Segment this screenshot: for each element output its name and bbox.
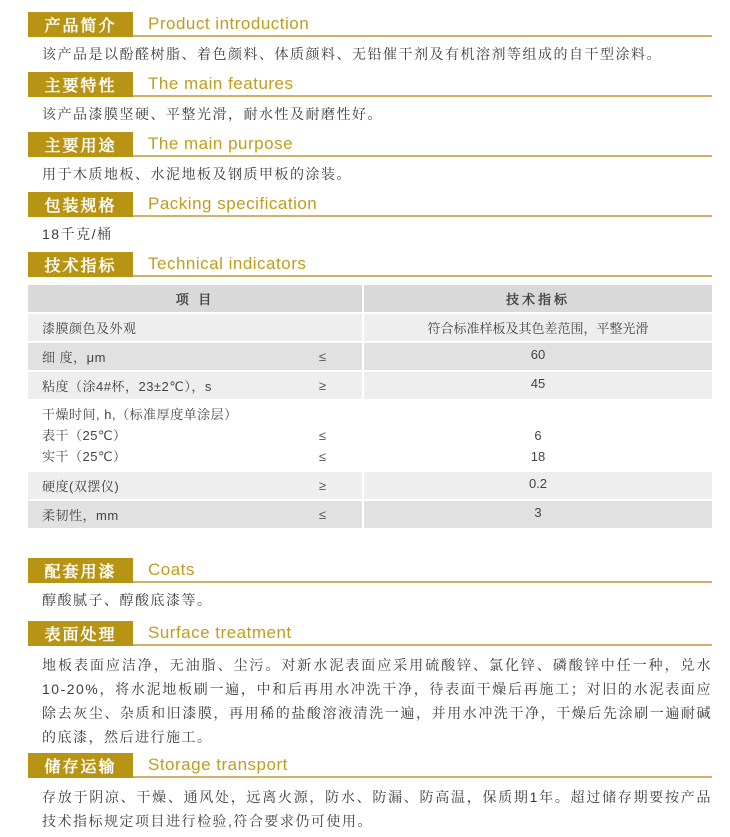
group-label: 干燥时间, h,（标准厚度单涂层） — [42, 407, 238, 422]
section-underline — [133, 252, 712, 277]
section-body: 用于木质地板、水泥地板及钢质甲板的涂装。 — [42, 166, 352, 182]
row-label: 漆膜颜色及外观 — [42, 321, 137, 336]
row-label: 粘度（涂4#杯，23±2℃），s — [42, 379, 212, 394]
technical-indicators-table — [28, 285, 712, 528]
section-body: 醇酸腻子、醇酸底漆等。 — [42, 592, 213, 608]
section-header-coats — [28, 558, 712, 583]
row-value: 6 — [534, 428, 542, 443]
section-header-technical-indicators — [28, 252, 712, 277]
section-header-packing-specification — [28, 192, 712, 217]
row-symbol: ≥ — [318, 378, 326, 393]
table-group-drying-time — [28, 402, 712, 469]
row-symbol: ≤ — [318, 428, 326, 443]
table-header-item: 项 目 — [28, 285, 362, 312]
section-title-en: The main purpose — [148, 133, 294, 153]
section-underline — [133, 753, 712, 778]
row-value-empty — [364, 404, 712, 425]
section-body: 该产品漆膜坚硬、平整光滑，耐水性及耐磨性好。 — [42, 106, 383, 122]
table-row-film-color — [28, 314, 712, 341]
row-label: 细 度，μm — [42, 350, 106, 365]
section-badge: 储存运输 — [28, 753, 133, 778]
section-underline — [133, 12, 712, 37]
section-title-en: The main features — [148, 73, 294, 93]
row-value: 0.2 — [364, 472, 712, 499]
section-title-en: Storage transport — [148, 754, 288, 774]
table-header-indicator: 技术指标 — [364, 285, 712, 312]
row-symbol: ≤ — [318, 349, 326, 364]
section-badge: 技术指标 — [28, 252, 133, 277]
section-badge: 包装规格 — [28, 192, 133, 217]
section-title-en: Surface treatment — [148, 622, 292, 642]
row-label: 实干（25℃） — [42, 449, 127, 464]
section-badge: 主要特性 — [28, 72, 133, 97]
section-body: 该产品是以酚醛树脂、着色颜料、体质颜料、无铅催干剂及有机溶剂等组成的自干型涂料。 — [42, 46, 662, 62]
drying-time-labels — [28, 402, 362, 469]
row-label: 表干（25℃） — [42, 428, 127, 443]
row-value: 60 — [364, 343, 712, 370]
table-row-flexibility — [28, 501, 712, 528]
table-row-hardness — [28, 472, 712, 499]
section-underline — [133, 192, 712, 217]
section-underline — [133, 621, 712, 646]
section-badge: 表面处理 — [28, 621, 133, 646]
section-header-surface-treatment — [28, 621, 712, 646]
section-header-storage-transport — [28, 753, 712, 778]
section-title-en: Technical indicators — [148, 253, 307, 273]
section-badge: 产品简介 — [28, 12, 133, 37]
row-symbol: ≤ — [318, 507, 326, 522]
row-value: 18 — [530, 449, 546, 464]
section-title-en: Packing specification — [148, 193, 318, 213]
section-title-en: Product introduction — [148, 13, 310, 33]
row-symbol: ≥ — [318, 478, 326, 493]
section-body: 18千克/桶 — [42, 226, 113, 242]
row-value: 45 — [364, 372, 712, 399]
row-label: 硬度(双摆仪) — [42, 479, 120, 494]
table-row-viscosity — [28, 372, 712, 399]
section-header-main-features — [28, 72, 712, 97]
section-title-en: Coats — [148, 559, 195, 579]
section-underline — [133, 72, 712, 97]
section-badge: 配套用漆 — [28, 558, 133, 583]
section-body: 存放于阴凉、干燥、通风处，远离火源，防水、防漏、防高温，保质期1年。超过储存期要按产品技术指标规定项目进行检验,符合要求仍可使用。 — [42, 789, 712, 829]
row-value: 符合标准样板及其色差范围，平整光滑 — [364, 314, 712, 341]
table-row-fineness — [28, 343, 712, 370]
row-value: 3 — [364, 501, 712, 528]
section-header-main-purpose — [28, 132, 712, 157]
section-underline — [133, 558, 712, 583]
row-symbol: ≤ — [318, 449, 326, 464]
drying-time-values — [364, 402, 712, 469]
section-badge: 主要用途 — [28, 132, 133, 157]
row-label: 柔韧性，mm — [42, 508, 119, 523]
section-underline — [133, 132, 712, 157]
table-header-row — [28, 285, 712, 312]
section-body: 地板表面应洁净，无油脂、尘污。对新水泥表面应采用硫酸锌、氯化锌、磷酸锌中任一种，兑水10-20%，将水泥地板刷一遍，中和后再用水冲洗干净，待表面干燥后再施工；对旧的水泥表面应除去灰尘、杂质和旧漆膜，再用稀的盐酸溶液清洗一遍，并用水冲洗干净，干燥后先涂刷一遍耐碱的底漆，然后进行施工。 — [42, 657, 712, 745]
section-header-product-introduction — [28, 12, 712, 37]
